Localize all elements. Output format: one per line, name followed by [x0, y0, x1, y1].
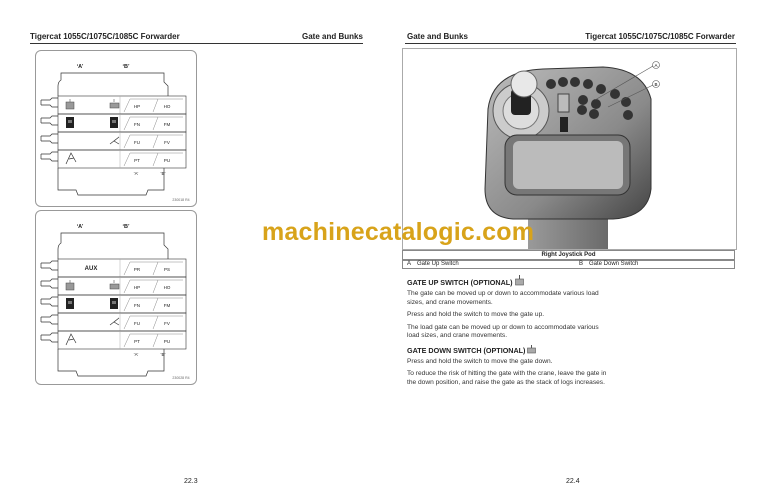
column-label-b: ‘B’ — [122, 224, 130, 230]
panel-bottom-housing — [58, 349, 164, 376]
switch-label: HO — [163, 285, 171, 290]
gate-up-icon — [66, 280, 74, 290]
callout-b-label: B — [654, 82, 658, 87]
switch-label: PR — [133, 267, 141, 272]
boom-icon — [66, 334, 76, 345]
gate-down-icon — [110, 99, 119, 108]
right-header-section: Gate and Bunks — [407, 32, 468, 41]
caption-label-b: Gate Down Switch — [589, 261, 639, 267]
switch-row — [41, 295, 186, 313]
switch-label: FV — [164, 140, 170, 145]
grapple-left-icon — [66, 298, 74, 309]
gate-down-icon — [527, 345, 536, 354]
switch-panel-figure-2 — [35, 210, 197, 385]
switch-label: FU — [134, 140, 140, 145]
callout-a-label: A — [654, 63, 658, 68]
switch-row — [41, 114, 186, 132]
left-header-section: Gate and Bunks — [302, 32, 363, 41]
left-page-number: 22.3 — [184, 478, 198, 485]
paragraph: Press and hold the switch to move the gate up. — [407, 311, 545, 318]
grapple-right-icon — [110, 298, 118, 309]
switch-label: PT — [134, 158, 140, 163]
paragraph: To reduce the risk of hitting the gate with the crane, leave the gate in the down position, and raise the gate as the stack of logs increases. — [407, 370, 607, 386]
aux-label: AUX — [84, 266, 98, 272]
crane-icon — [110, 137, 119, 144]
right-page-number: 22.4 — [566, 478, 580, 485]
right-header-title: Tigercat 1055C/1075C/1085C Forwarder — [585, 32, 735, 41]
bottom-label-a: ‘A’ — [133, 171, 139, 176]
caption-letter-b: B — [579, 261, 584, 267]
switch-row — [41, 132, 186, 150]
switch-row — [41, 259, 186, 277]
switch-label: HO — [163, 104, 171, 109]
switch-row — [41, 277, 186, 295]
gate-up-icon — [515, 275, 524, 286]
caption-legend — [402, 260, 735, 269]
paragraph: Press and hold the switch to move the gate down. — [407, 357, 553, 365]
figure-id: 230018 R4 — [172, 198, 190, 202]
crane-icon — [110, 318, 119, 325]
column-label-a: ‘A’ — [76, 64, 84, 70]
switch-label: PU — [163, 158, 171, 163]
caption-letter-a: A — [407, 261, 412, 267]
column-label-a: ‘A’ — [76, 224, 84, 230]
gate-down-icon — [110, 280, 119, 289]
section-heading-gate-down — [407, 345, 607, 356]
panel-bottom-housing — [58, 168, 164, 195]
switch-label: FU — [134, 321, 140, 326]
switch-label: PT — [134, 339, 140, 344]
section-heading-text: GATE DOWN SWITCH (OPTIONAL) — [407, 345, 526, 355]
boom-icon — [66, 153, 76, 164]
column-label-b: ‘B’ — [122, 64, 130, 70]
right-page-body — [407, 273, 607, 391]
switch-label: FN — [134, 303, 140, 308]
switch-label: FN — [134, 122, 140, 127]
grapple-left-icon — [66, 117, 74, 128]
switch-label: HP — [133, 285, 141, 290]
switch-label: FM — [163, 303, 171, 308]
left-header-rule — [30, 43, 363, 44]
switch-label: PS — [163, 267, 171, 272]
gate-up-icon — [66, 99, 74, 109]
switch-label: FV — [164, 321, 170, 326]
caption-title: Right Joystick Pod — [402, 250, 735, 260]
panel-top-housing — [58, 233, 168, 259]
watermark: machinecatalogic.com — [262, 218, 535, 246]
section-heading-text: GATE UP SWITCH (OPTIONAL) — [407, 278, 513, 287]
panel-top-housing — [58, 73, 168, 96]
paragraph: The load gate can be moved up or down to accommodate various load sizes, and crane movements. — [407, 323, 599, 339]
bottom-label-a: ‘A’ — [133, 352, 139, 357]
section-heading-gate-up — [407, 275, 607, 288]
switch-row — [41, 150, 186, 168]
right-header-rule — [405, 43, 736, 44]
switch-row — [41, 331, 186, 349]
switch-row — [41, 313, 186, 331]
grapple-right-icon — [110, 117, 118, 128]
joystick-knob — [511, 71, 537, 97]
switch-label: HP — [133, 104, 141, 109]
switch-panel-figure-1 — [35, 50, 197, 207]
switch-row — [41, 96, 186, 114]
bottom-label-b: ‘B’ — [160, 171, 166, 176]
left-header-title: Tigercat 1055C/1075C/1085C Forwarder — [30, 32, 180, 41]
figure-id: 230028 R4 — [172, 376, 190, 380]
switch-label: PU — [163, 339, 171, 344]
bottom-label-b: ‘B’ — [160, 352, 166, 357]
caption-label-a: Gate Up Switch — [417, 261, 459, 267]
paragraph: The gate can be moved up or down to accommodate various load sizes, and crane movements. — [407, 290, 599, 306]
switch-label: FM — [163, 122, 171, 127]
